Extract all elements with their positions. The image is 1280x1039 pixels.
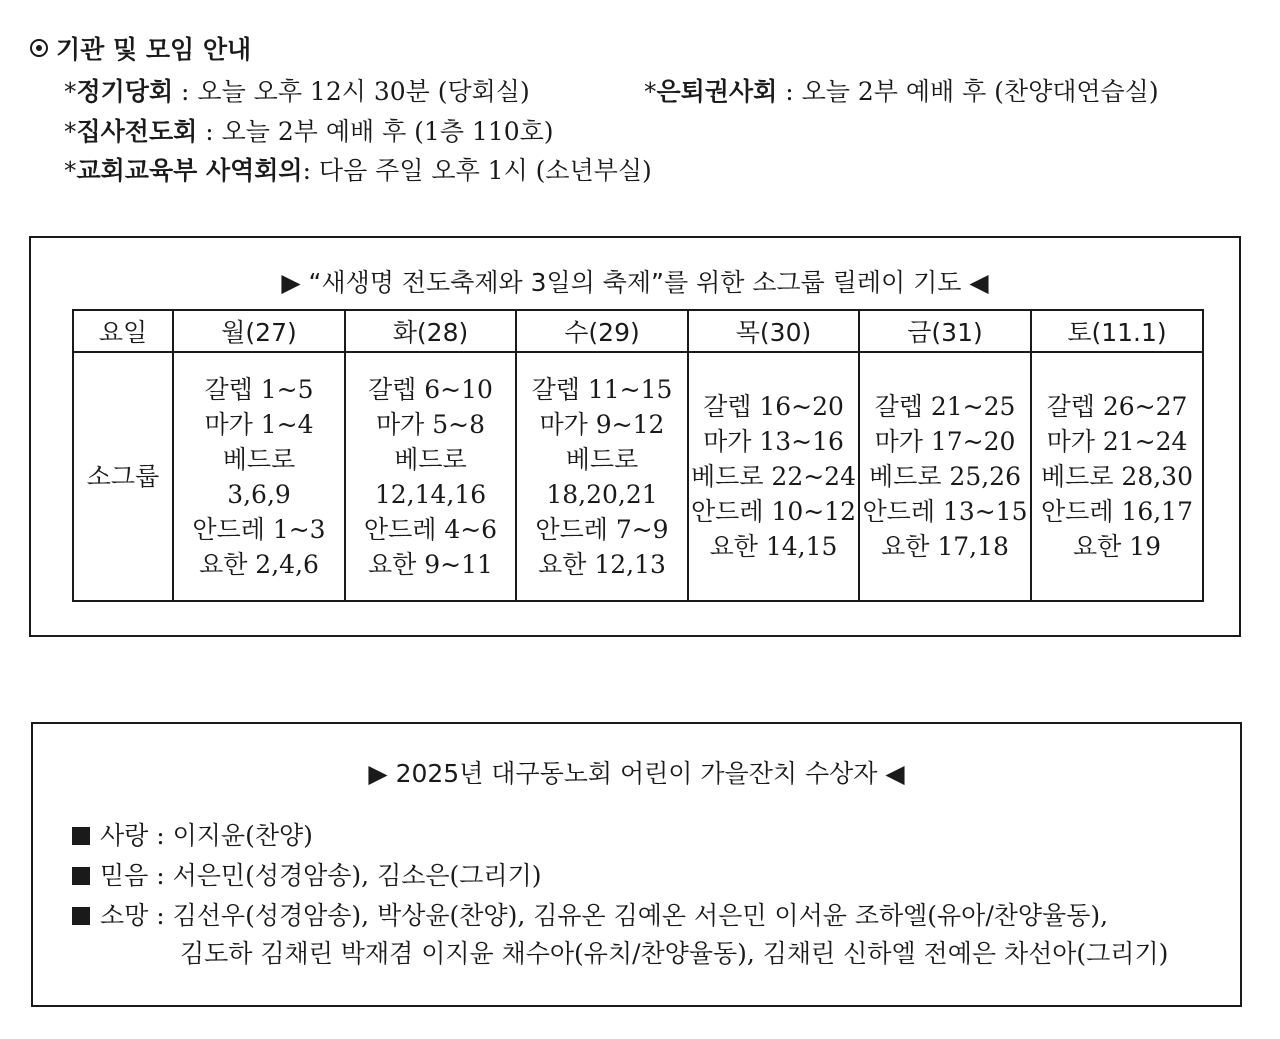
schedule-cell [173,352,345,601]
award-item-faith [72,856,542,892]
schedule-line: 안드레 16,17 [1041,497,1193,526]
schedule-cell [516,352,688,601]
award-item-love [72,816,313,852]
asterisk-icon: * [64,77,77,106]
schedule-line: 요한 9~11 [368,549,493,579]
schedule-line: 요한 14,15 [709,532,838,561]
black-square-icon [72,907,90,925]
day-header: 월(27) [173,310,345,352]
schedule-line: 요한 12,13 [538,549,666,579]
schedule-cell [1031,352,1203,601]
schedule-line: 18,20,21 [546,479,658,509]
schedule-line: 마가 9~12 [539,409,665,439]
black-square-icon [72,827,90,845]
asterisk-icon: * [644,77,657,106]
circle-dot-icon [30,39,48,57]
schedule-line: 안드레 7~9 [535,514,669,544]
info-item-label: 정기당회 [76,77,174,106]
schedule-line: 요한 2,4,6 [199,549,319,579]
schedule-line: 갈렙 26~27 [1046,392,1188,421]
schedule-line: 마가 17~20 [874,427,1016,456]
schedule-line: 베드로 22~24 [691,462,856,491]
day-header: 토(11.1) [1031,310,1203,352]
schedule-line: 안드레 1~3 [192,514,326,544]
schedule-line: 갈렙 6~10 [368,374,493,404]
schedule-line: 베드로 28,30 [1041,462,1193,491]
row-header: 소그룹 [73,352,173,601]
schedule-cell [859,352,1031,601]
schedule-line: 12,14,16 [374,479,487,509]
black-square-icon [72,867,90,885]
schedule-line: 갈렙 16~20 [703,392,844,421]
info-item-label: 은퇴권사회 [656,77,778,106]
asterisk-icon: * [64,156,77,185]
day-header: 목(30) [688,310,859,352]
info-item-deacon-evangelism [64,112,554,148]
info-item-regular-session [64,72,530,108]
award-item-hope [72,896,1108,932]
schedule-line: 요한 17,18 [881,532,1009,561]
schedule-line: 베드로 25,26 [869,462,1021,491]
schedule-line: 요한 19 [1072,532,1162,561]
relay-body-row [73,352,1203,601]
schedule-cell [688,352,859,601]
award-category: 믿음 [100,861,149,890]
info-heading-text: 기관 및 모임 안내 [56,35,252,64]
schedule-line: 베드로 [394,444,467,474]
award-hope-continuation: 김도하 김채린 박재겸 이지윤 채수아(유치/찬양율동), 김채린 신하엘 전예은 차선아(그리기) [180,939,1169,968]
schedule-line: 안드레 4~6 [363,514,498,544]
schedule-line: 갈렙 1~5 [204,374,314,404]
schedule-line: 안드레 13~15 [862,497,1028,526]
schedule-line: 베드로 [565,444,639,474]
day-header: 금(31) [859,310,1031,352]
relay-title: ▶ “새생명 전도축제와 3일의 축제”를 위한 소그룹 릴레이 기도 ◀ [281,268,989,297]
schedule-line: 마가 1~4 [204,409,314,439]
schedule-line: 베드로 [222,444,296,474]
info-item-label: 집사전도회 [76,117,198,146]
info-item-text: : 오늘 오후 12시 30분 (당회실) [173,77,530,106]
info-item-retired-deaconess [644,72,1159,108]
info-item-education-meeting [64,151,652,187]
awards-title: ▶ 2025년 대구동노회 어린이 가을잔치 수상자 ◀ [368,759,905,788]
relay-table [72,309,1204,602]
info-item-text: : 다음 주일 오후 1시 (소년부실) [302,156,652,185]
award-names: : 이지윤(찬양) [148,821,313,850]
schedule-line: 마가 13~16 [703,427,844,456]
relay-header-row [73,310,1203,352]
info-item-text: : 오늘 2부 예배 후 (찬양대연습실) [777,77,1159,106]
schedule-line: 안드레 10~12 [691,497,856,526]
schedule-line: 마가 21~24 [1046,427,1188,456]
day-header: 수(29) [516,310,688,352]
award-category: 사랑 [100,821,149,850]
info-heading [30,30,251,66]
info-item-label: 교회교육부 사역회의 [76,156,303,185]
schedule-line: 갈렙 11~15 [531,374,673,404]
schedule-line: 갈렙 21~25 [874,392,1016,421]
asterisk-icon: * [64,117,77,146]
award-names: : 서은민(성경암송), 김소은(그리기) [148,861,542,890]
award-category: 소망 [100,901,149,930]
schedule-line: 3,6,9 [227,479,291,509]
award-names: : 김선우(성경암송), 박상윤(찬양), 김유온 김예온 서은민 이서윤 조하엘(유아/찬양율동), [148,901,1109,930]
info-item-text: : 오늘 2부 예배 후 (1층 110호) [197,117,554,146]
schedule-line: 마가 5~8 [375,409,485,439]
day-header: 화(28) [345,310,516,352]
corner-header: 요일 [73,310,173,352]
schedule-cell [345,352,516,601]
